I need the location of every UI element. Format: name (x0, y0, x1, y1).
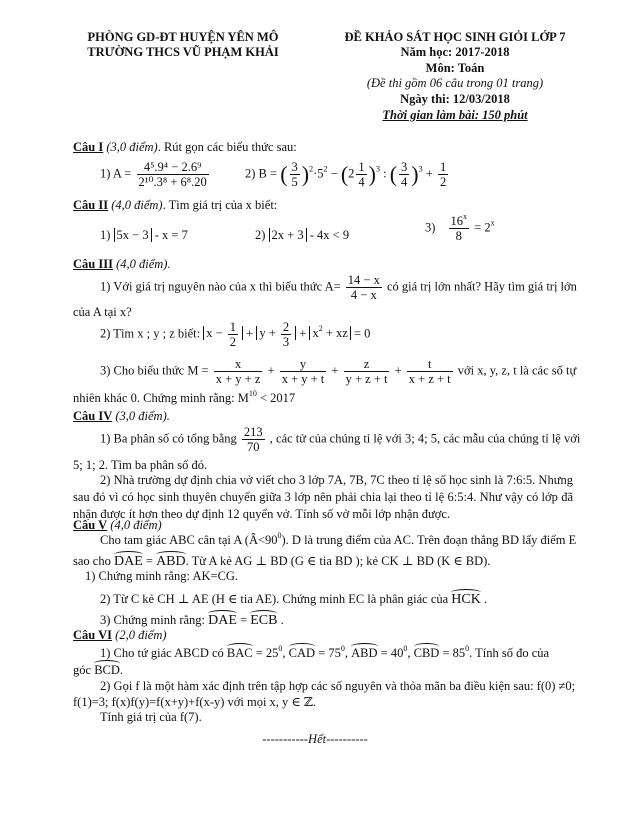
q6-part2-line2: f(1)=3; f(x)f(y)=f(x+y)+f(x-y) với mọi x, y ∈ ℤ. (73, 695, 317, 709)
q3-part3: 3) Cho biểu thức M = $\frac{x}{x + y + z}$ + $\frac{y}{x + y + t}$ + $\frac{z}{y + z + t}$ + $\frac{t}{x + z + t}$ với x, y, z, t là các số tự (100, 357, 577, 386)
exam-date: Ngày thi: 12/03/2018 (400, 92, 510, 106)
q5-part1: 1) Chứng minh rằng: AK=CG. (85, 569, 239, 583)
q6-heading: Câu VI (2,0 điểm) (73, 628, 167, 642)
q2-part1: 1) 5x − 3 - x = 7 (100, 228, 188, 242)
q6-part1-cont: góc BCD. (73, 660, 123, 678)
q1-expression-b: 2) B = ( $\frac{3}{5}$ )$^2\cdot 5^2 - (2$ $\frac{1}{4}$ )$^3$ : ( $\frac{3}{4}$ )$^3$ + $\frac{1}{2}$ (245, 160, 447, 189)
q1-expression-a: 1) A = $\frac{\text{4⁵.9⁴ − 2.6⁹}}{\text{2¹⁰.3⁸ + 6⁸.20}}$ (100, 160, 207, 189)
subject: Môn: Toán (425, 61, 485, 75)
q5-intro: Cho tam giác ABC cân tại A $(Â<90^0)$. D là trung điểm của AC. Trên đoạn thẳng BD lấy điểm E (100, 531, 577, 547)
dept-name: PHÒNG GD-ĐT HUYỆN YÊN MÔ (87, 30, 279, 44)
q5-part2: 2) Từ C kẻ CH ⊥ AE (H ∈ tia AE). Chứng minh EC là phân giác của HCK . (100, 589, 487, 608)
q2-part2: 2) 2x + 3 - 4x < 9 (255, 228, 350, 242)
q5-heading: Câu V (4,0 điểm) (73, 518, 162, 532)
exam-duration: Thời gian làm bài: 150 phút (382, 108, 528, 122)
q2-heading: Câu II (4,0 điểm). Tìm giá trị của x biết: (73, 198, 278, 212)
q1-heading: Câu I (3,0 điểm). Rút gọn các biểu thức sau: (73, 140, 297, 154)
q3-part3-cont: nhiên khác 0. Chứng minh rằng: $M^{10} < 2017$ (73, 389, 296, 405)
q4-part2: 2) Nhà trường dự định chia vở viết cho 3 lớp 7A, 7B, 7C theo tỉ lệ số học sinh là 7:6:5. Nhưng sau đó vì có học sinh thuyên chuyển giữa 3 lớp nên phải chia lại theo tỉ lệ 6:5:4. Như vậy có lớp đã nhận được ít hơn theo dự định 12 quyển vở. Tính số vở mỗi lớp nhận được. (73, 473, 573, 521)
q3-part2: 2) Tìm x ; y ; z biết: x − $\frac{1}{2}$ + y + $\frac{2}{3}$ + $x^2$ + xz = 0 (100, 320, 371, 349)
end-marker: -----------Hết---------- (262, 732, 368, 746)
q3-part1: 1) Với giá trị nguyên nào của x thì biểu thức A= $\frac{14 - x}{4 - x}$ có giá trị lớn nhất? Hãy tìm giá trị lớn (100, 273, 577, 302)
q5-line2: sao cho DAE = ABD. Từ A kẻ AG ⊥ BD (G ∈ tia BD ); kẻ CK ⊥ BD (K ∈ BD). (73, 551, 490, 570)
q6-part2-line1: 2) Gọi f là một hàm xác định trên tập hợp các số nguyên và thỏa mãn ba điều kiện sau: f(0) ≠0; (100, 679, 576, 693)
q5-part3: 3) Chứng minh rằng: DAE = ECB . (100, 610, 284, 629)
q4-part1: 1) Ba phân số có tổng bằng $\frac{213}{70}$ , các tử của chúng tỉ lệ với 3; 4; 5, các mẫu của chúng tỉ lệ với (100, 425, 581, 454)
q4-heading: Câu IV (3,0 điểm). (73, 409, 170, 423)
q6-part1: 1) Cho tứ giác ABCD có BAC = $25^0$, CAD = $75^0$, ABD = $40^0$, CBD = $85^0$. Tính số đo của (100, 644, 550, 660)
exam-title: ĐỀ KHẢO SÁT HỌC SINH GIỎI LỚP 7 (344, 30, 566, 44)
q2-part3: 3) $\frac{16^x}{8}$ = $2^x$ (425, 212, 495, 243)
q6-part2-line3: Tính giá trị của f(7). (100, 710, 202, 724)
school-name: TRƯỜNG THCS VŨ PHẠM KHẢI (87, 45, 279, 59)
q3-heading: Câu III (4,0 điểm). (73, 257, 171, 271)
q4-part1-cont: 5; 1; 2. Tìm ba phân số đó. (73, 458, 208, 472)
pages-note: (Đề thi gồm 06 câu trong 01 trang) (366, 76, 544, 90)
q3-part1-cont: của A tại x? (73, 305, 132, 319)
school-year: Năm học: 2017-2018 (400, 45, 510, 59)
